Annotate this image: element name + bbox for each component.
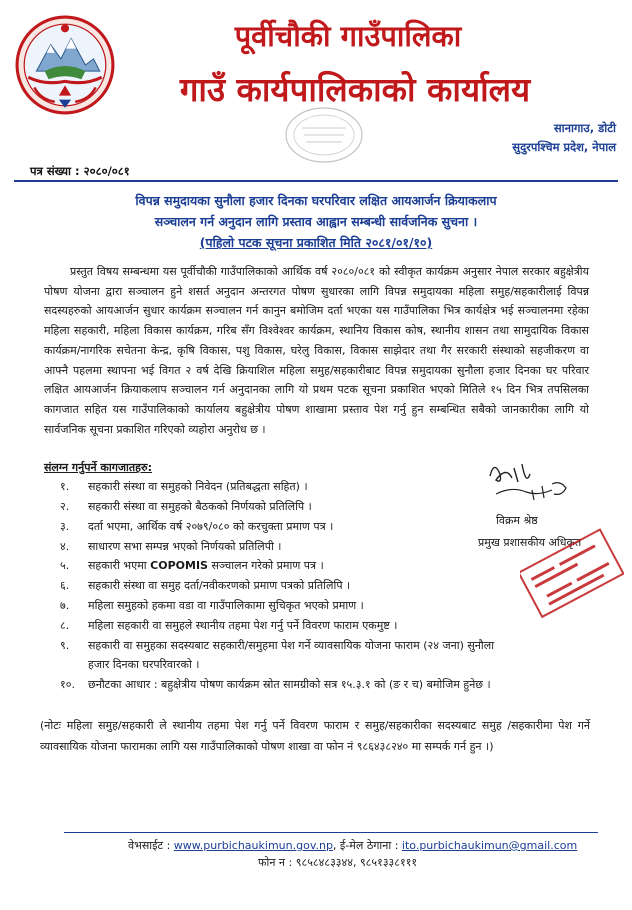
website-label: वेभसाईट : xyxy=(128,839,171,852)
handwritten-signature xyxy=(482,456,572,504)
attachment-item: १०. छनौटका आधार : बहुक्षेत्रीय पोषण कार्यक्रम स्रोत सामग्रीको सत्र १५.३.१ को (ङ र च) बमोजिम हुनेछ । xyxy=(60,678,491,691)
attachment-item-continuation: हजार दिनका घरपरिवारको । xyxy=(88,658,200,671)
attachment-item: ३. दर्ता भएमा, आर्थिक वर्ष २०७९/०८० को करचुक्ता प्रमाण पत्र । xyxy=(60,520,334,533)
faint-round-stamp xyxy=(282,104,366,166)
footer-website-email: वेभसाईट : www.purbichaukimun.gov.np, ई-मेल ठेगाना : ito.purbichaukimun@gmail.com xyxy=(128,839,578,852)
notice-publish-date: (पहिलो पटक सूचना प्रकाशित मिति २०८१/०१/१०) xyxy=(199,235,433,250)
phone-numbers: ९८५८४८३३४४, ९८५१३३८१११ xyxy=(295,856,418,869)
notice-title-line-1: विपन्न समुदायका सुनौला हजार दिनका घरपरिवार लक्षित आयआर्जन क्रियाकलाप xyxy=(135,193,497,208)
phone-label: फोन न : xyxy=(258,856,293,869)
attachment-item: ५. सहकारी भएमा COPOMIS सञ्चालन गरेको प्रमाण पत्र । xyxy=(60,559,324,572)
notice-body-text: प्रस्तुत विषय सम्बन्धमा यस पूर्वीचौकी गाउँपालिकाको आर्थिक वर्ष २०८०/०८१ को स्वीकृत कार्यक्रम अनुसार नेपाल सरकार बहुक्षेत्रीय पोषण योजना द्वारा सञ्चालन हुने शसर्त अनुदान अन्तरगत पोषण सुधारका लागि विपन्न समुदायका महिला समुह/सहकारीलाई विपन्न सदस्यहरुको आयआर्जन सुधार कार्यक्रम सञ्चालन गर्न कानुन बमोजिम दर्ता भएका यस गाउँपालिका भित्र कार्यक्षेत्र भई सञ्चालनमा रहेका महिला सहकारी, महिला विकास कार्यक्रम, गरिब सँग विश्वेश्वर कार्यक्रम, स्थानिय विकास कोष, स्थानीय शासन तथा सामुदायिक विकास कार्यक्रम/नागरिक सचेतना केन्द्र, कृषि विकास, पशु विकास, घरेलु विकास, विकास साझेदार तथा गैर सरकारी संस्थाको सहजीकरण वा आफ्नै पहलमा स्थापना भई विगत २ वर्ष देखि क्रियाशिल महिला समुह/सहकारीबाट विपन्न समुदायका सुनौला हजार दिनका घर परिवार लक्षित आयआर्जन क्रियाकलाप सञ्चालन गर्न अनुदानका लागि यो प्रथम पटक सूचना प्रकाशित भएको मितिले १५ दिन भित्र तपसिलका कागजात सहित यस गाउँपालिकाको कार्यालय बहुक्षेत्रीय पोषण शाखामा प्रस्ताव पेश गर्नु हुन सम्बन्धित सबैको जानकारीका लागि यो सार्वजनिक सूचना प्रकाशित गरिएको व्यहोरा अनुरोध छ । xyxy=(44,265,589,436)
attachment-item: २. सहकारी संस्था वा समुहको बैठकको निर्णयको प्रतिलिपि । xyxy=(60,500,312,513)
footer-phone xyxy=(258,855,417,870)
address-line-2: सुदुरपश्चिम प्रदेश, नेपाल xyxy=(512,140,616,154)
attachment-item: ६. सहकारी संस्था वा समुह दर्ता/नवीकरणको प्रमाण पत्रको प्रतिलिपि । xyxy=(60,579,351,592)
official-seal-stamp xyxy=(520,520,624,630)
reference-label: पत्र संख्या : xyxy=(30,164,80,178)
attachment-item: ९. सहकारी वा समुहका सदस्यबाट सहकारी/समुहमा पेश गर्ने व्यावसायिक योजना फाराम (२४ जना) सुनौला xyxy=(60,639,495,652)
attachment-item: ८. महिला सहकारी वा समुहले स्थानीय तहमा पेश गर्नु पर्ने विवरण फाराम एकमुष्ट । xyxy=(60,619,398,632)
email-link[interactable]: ito.purbichaukimun@gmail.com xyxy=(401,839,578,852)
email-label: ई-मेल ठेगाना : xyxy=(339,839,399,852)
header-divider xyxy=(14,180,618,182)
attachment-item: ४. साधारण सभा सम्पन्न भएको निर्णयको प्रतिलिपी । xyxy=(60,540,282,553)
reference-number xyxy=(30,164,130,179)
attachments-heading: संलग्न गर्नुपर्ने कागजातहरु: xyxy=(44,461,152,474)
notice-body xyxy=(44,262,589,439)
municipality-name: पूर्वीचौकी गाउँपालिका xyxy=(234,19,462,53)
office-name: गाउँ कार्यपालिकाको कार्यालय xyxy=(179,70,531,109)
website-link[interactable]: www.purbichaukimun.gov.np xyxy=(173,839,333,852)
signatory-name: विक्रम श्रेष्ठ xyxy=(496,514,538,527)
address-line-1: सानागाउ, डोटी xyxy=(553,121,616,135)
signatory-title: प्रमुख प्रशासकीय अधिकृत xyxy=(478,536,582,549)
attachment-item: ७. महिला समुहको हकमा वडा वा गाउँपालिकामा सुचिकृत भएको प्रमाण । xyxy=(60,599,364,612)
contact-note: (नोटः महिला समुह/सहकारी ले स्थानीय तहमा पेश गर्नु पर्ने विवरण फाराम र समुह/सहकारीका सदस्यबाट समुह /सहकारीमा पेश गर्ने व्यावसायिक योजना फारामका लागि यस गाउँपालिकाको पोषण शाखा वा फोन नं ९८६४३८२४० मा सम्पर्क गर्न हुन ।) xyxy=(40,719,590,753)
attachment-item: १. सहकारी संस्था वा समुहको निवेदन (प्रतिबद्धता सहित) । xyxy=(60,480,308,493)
notice-title-line-2: सञ्चालन गर्न अनुदान लागि प्रस्ताव आह्वान सम्बन्धी सार्वजनिक सुचना । xyxy=(154,214,478,229)
reference-value: २०८०/०८१ xyxy=(83,164,130,178)
footer-divider xyxy=(64,832,598,833)
nepal-emblem-logo xyxy=(14,14,116,116)
